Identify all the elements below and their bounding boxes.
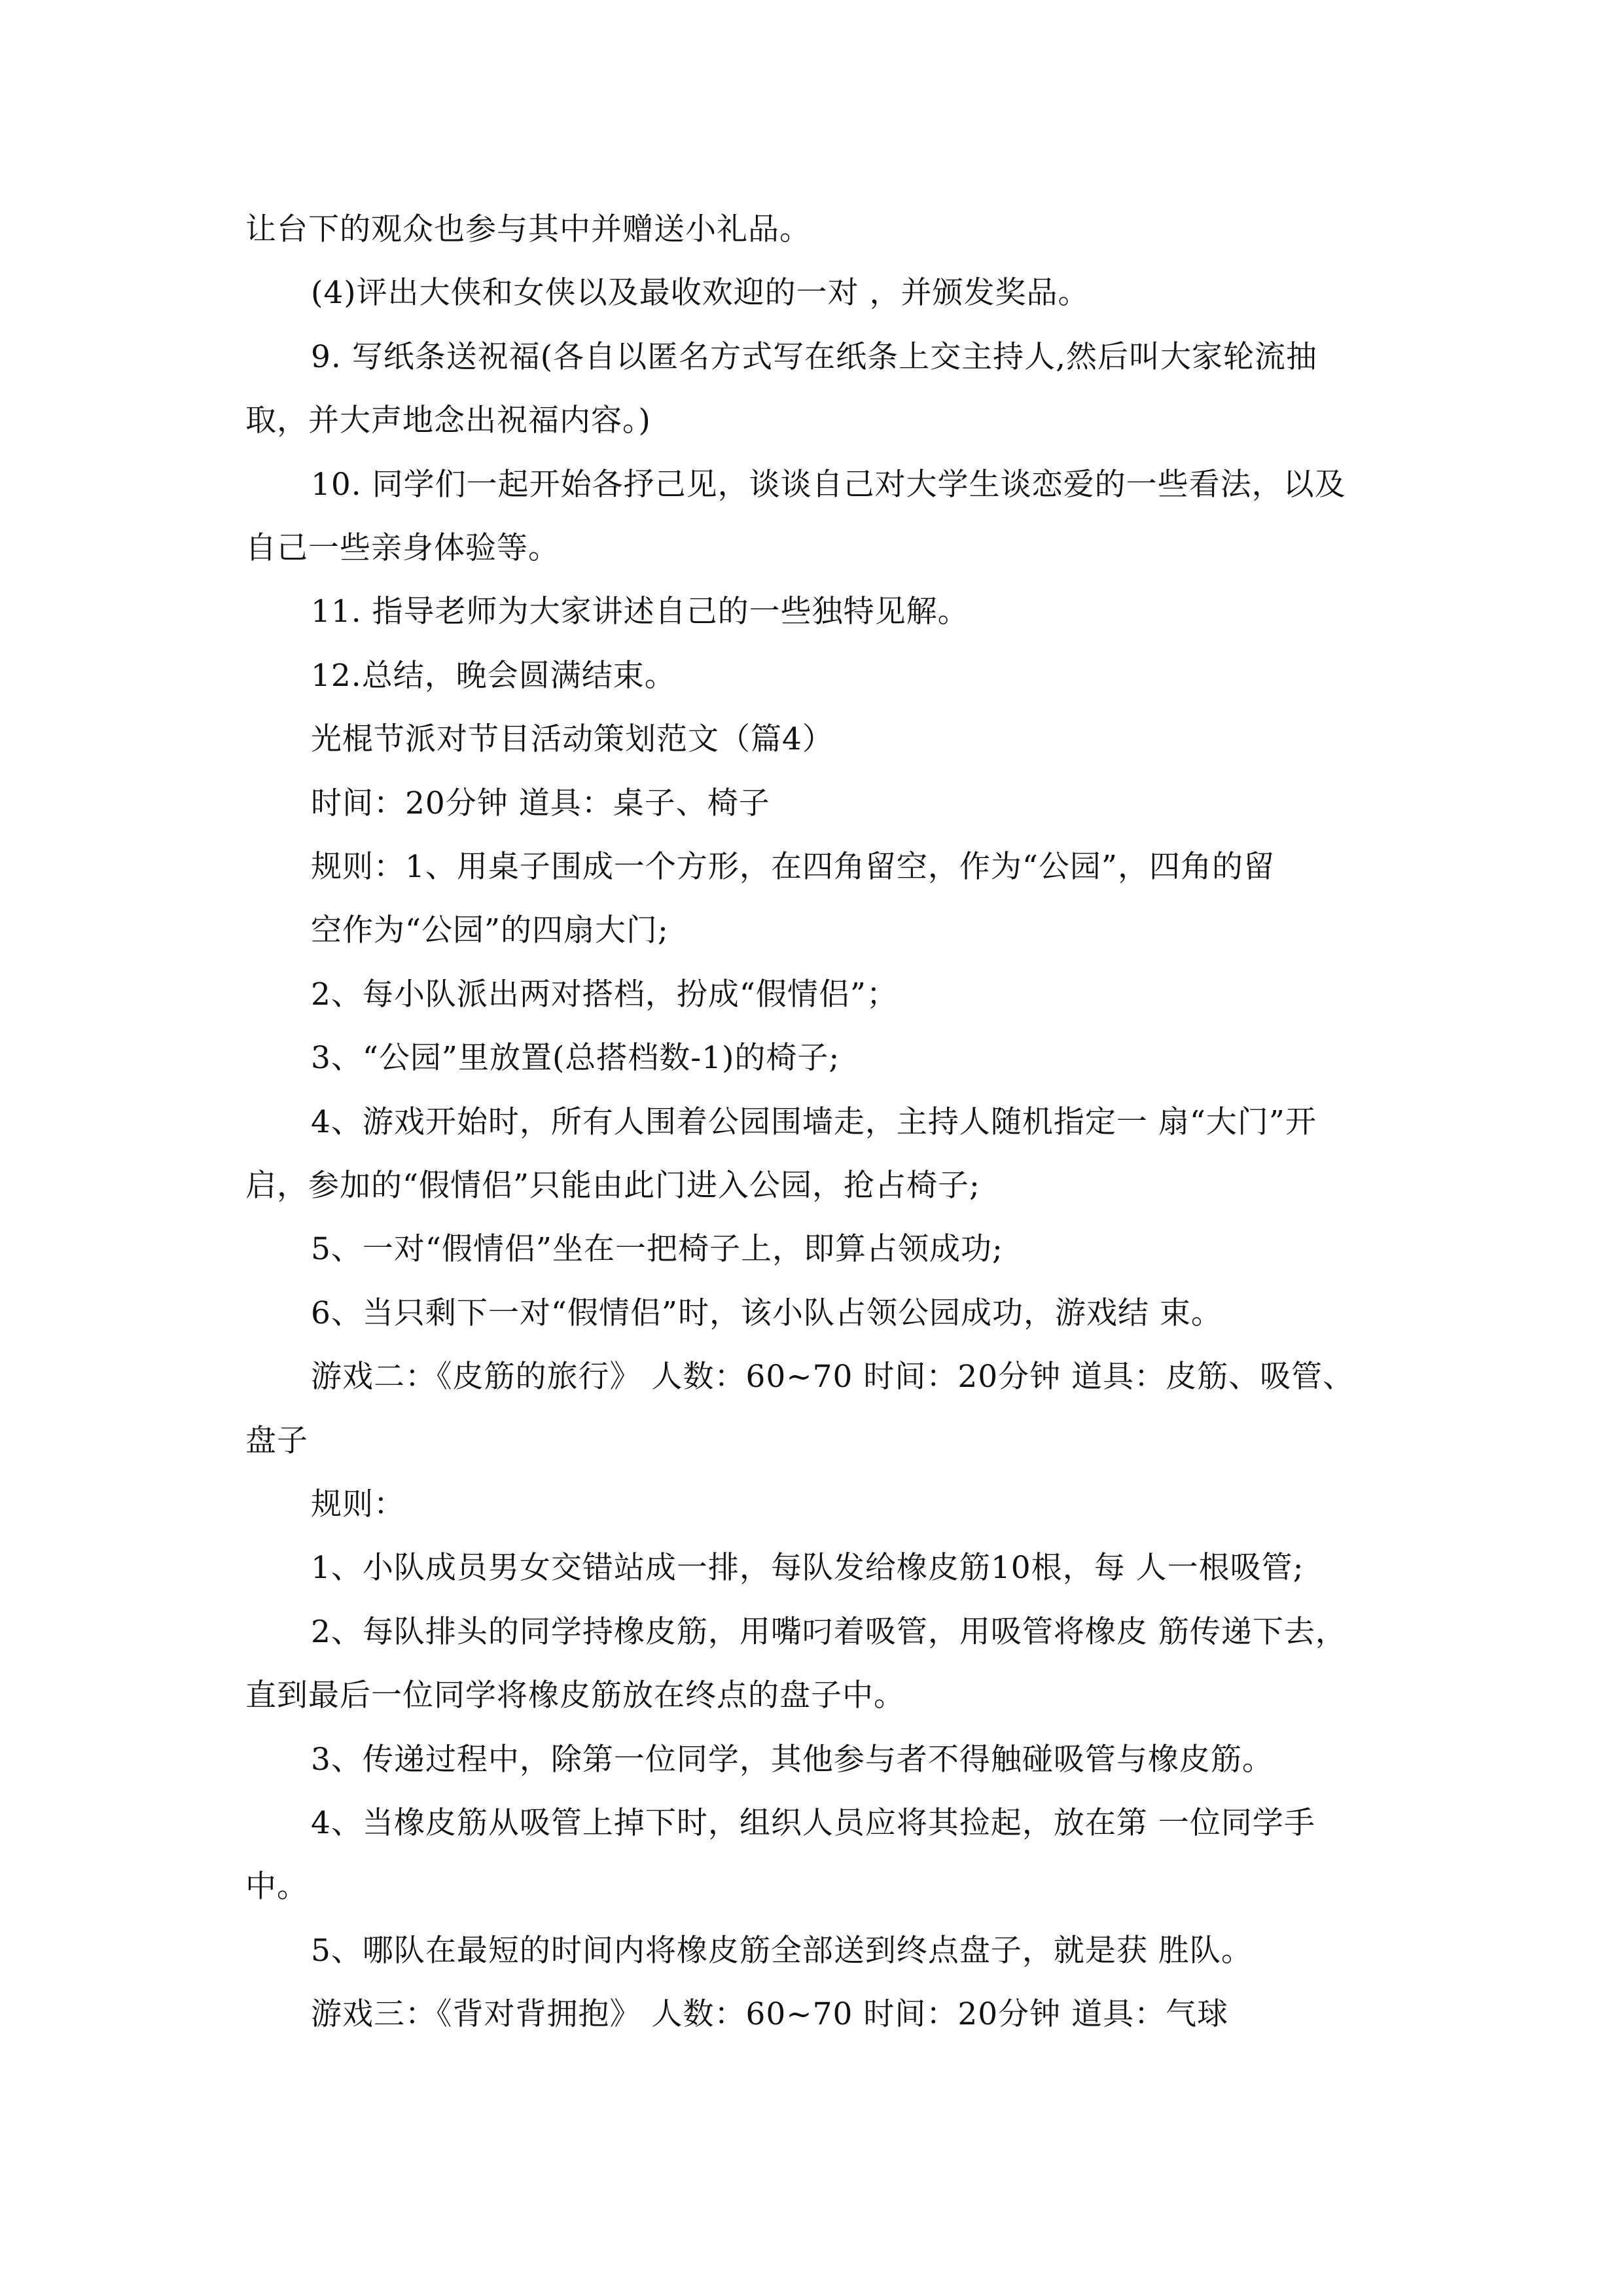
text-line: 9. 写纸条送祝福(各自以匿名方式写在纸条上交主持人,然后叫大家轮流抽 — [311, 339, 1318, 375]
text-line: (4)评出大侠和女侠以及最收欢迎的一对 ，并颁发奖品。 — [311, 275, 1090, 311]
text-line: 1、小队成员男女交错站成一排，每队发给橡皮筋10根，每 人一根吸管; — [311, 1550, 1304, 1586]
text-line: 自己一些亲身体验等。 — [245, 530, 560, 566]
text-line: 规则： — [311, 1486, 405, 1522]
text-line: 规则：1、用桌子围成一个方形，在四角留空，作为“公园”，四角的留 — [311, 849, 1275, 885]
text-line: 时间：20分钟 道具：桌子、椅子 — [311, 785, 770, 821]
text-line: 取，并大声地念出祝福内容。) — [245, 403, 651, 439]
text-line: 10. 同学们一起开始各抒己见，谈谈自己对大学生谈恋爱的一些看法，以及 — [311, 467, 1346, 503]
text-line: 启，参加的“假情侣”只能由此门进入公园，抢占椅子; — [245, 1168, 980, 1204]
text-line: 游戏二：《皮筋的旅行》 人数：60~70 时间：20分钟 道具：皮筋、吸管、 — [311, 1359, 1355, 1395]
text-line: 6、当只剩下一对“假情侣”时，该小队占领公园成功，游戏结 束。 — [311, 1295, 1222, 1331]
text-line: 5、哪队在最短的时间内将橡皮筋全部送到终点盘子，就是获 胜队。 — [311, 1933, 1253, 1969]
text-line: 空作为“公园”的四扇大门; — [311, 912, 669, 948]
text-line: 3、传递过程中，除第一位同学，其他参与者不得触碰吸管与橡皮筋。 — [311, 1742, 1274, 1778]
text-line: 盘子 — [245, 1423, 308, 1459]
text-line: 5、一对“假情侣”坐在一把椅子上，即算占领成功; — [311, 1231, 1003, 1267]
text-line: 3、“公园”里放置(总搭档数-1)的椅子; — [311, 1040, 840, 1076]
text-line: 游戏三：《背对背拥抱》 人数：60~70 时间：20分钟 道具：气球 — [311, 1996, 1229, 2032]
text-line: 让台下的观众也参与其中并赠送小礼品。 — [245, 211, 811, 247]
text-line: 2、每小队派出两对搭档，扮成“假情侣”； — [311, 977, 898, 1013]
text-line: 中。 — [245, 1869, 308, 1905]
text-line: 11. 指导老师为大家讲述自己的一些独特见解。 — [311, 594, 969, 630]
text-line: 12.总结，晚会圆满结束。 — [311, 658, 676, 694]
text-line: 4、当橡皮筋从吸管上掉下时，组织人员应将其捡起，放在第 一位同学手 — [311, 1805, 1315, 1841]
section-heading: 光棍节派对节目活动策划范文（篇4） — [311, 721, 834, 757]
text-line: 2、每队排头的同学持橡皮筋，用嘴叼着吸管，用吸管将橡皮 筋传递下去， — [311, 1614, 1347, 1650]
text-line: 4、游戏开始时，所有人围着公园围墙走，主持人随机指定一 扇“大门”开 — [311, 1104, 1317, 1140]
text-line: 直到最后一位同学将橡皮筋放在终点的盘子中。 — [245, 1677, 905, 1713]
